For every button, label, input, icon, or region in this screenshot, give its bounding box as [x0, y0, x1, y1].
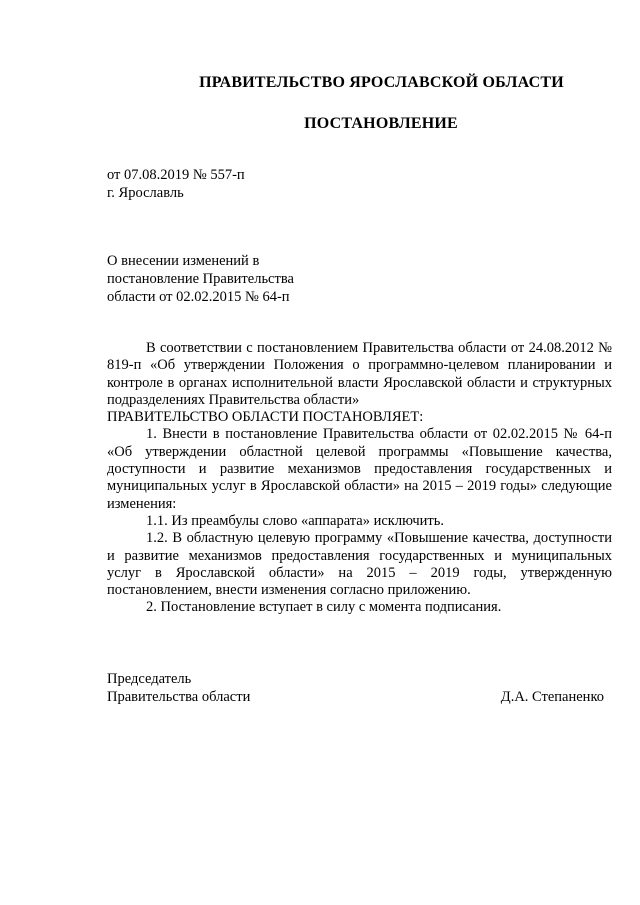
paragraph-preamble: В соответствии с постановлением Правительства области от 24.08.2012 № 819-п «Об утверждении Положения о программно-целевом планировании и контроле в органах исполнительной власти Ярославской области и структурных подразделениях Правительства области»: [107, 340, 612, 408]
paragraph-item-1-2: 1.2. В областную целевую программу «Повышение качества, доступности и развитие механизмов предоставления государственных и муниципальных услуг в Ярославской области» на 2015 – 2019 годы, утвержденную постановлением, внести изменения согласно приложению.: [107, 530, 612, 599]
paragraph-item-1: 1. Внести в постановление Правительства области от 02.02.2015 № 64-п «Об утверждении областной целевой программы «Повышение качества, доступности и развитие механизмов предоставления государственных и муниципальных услуг в Ярославской области» на 2015 – 2019 годы» следующие изменения:: [107, 426, 612, 512]
government-title: ПРАВИТЕЛЬСТВО ЯРОСЛАВСКОЙ ОБЛАСТИ: [199, 74, 564, 91]
document-body: [107, 340, 612, 617]
paragraph-resolves: ПРАВИТЕЛЬСТВО ОБЛАСТИ ПОСТАНОВЛЯЕТ:: [107, 409, 424, 426]
paragraph-item-1-1: 1.1. Из преамбулы слово «аппарата» исключить.: [146, 512, 444, 529]
signer-position-line-1: Председатель: [107, 671, 192, 687]
signer-position-line-2: Правительства области: [107, 689, 251, 705]
document-subject: [107, 252, 294, 306]
subject-line-2: постановление Правительства: [107, 271, 294, 287]
paragraph-item-2: 2. Постановление вступает в силу с момента подписания.: [146, 599, 502, 616]
signature-row: [107, 688, 612, 706]
city: г. Ярославль: [107, 185, 184, 201]
date-and-number: от 07.08.2019 № 557-п: [107, 167, 245, 183]
subject-line-1: О внесении изменений в: [107, 253, 260, 269]
signer-name: Д.А. Степаненко: [500, 689, 604, 705]
document-meta: [107, 166, 245, 202]
document-type-title: ПОСТАНОВЛЕНИЕ: [304, 115, 458, 132]
subject-line-3: области от 02.02.2015 № 64-п: [107, 289, 290, 305]
signature-block: [107, 670, 612, 706]
